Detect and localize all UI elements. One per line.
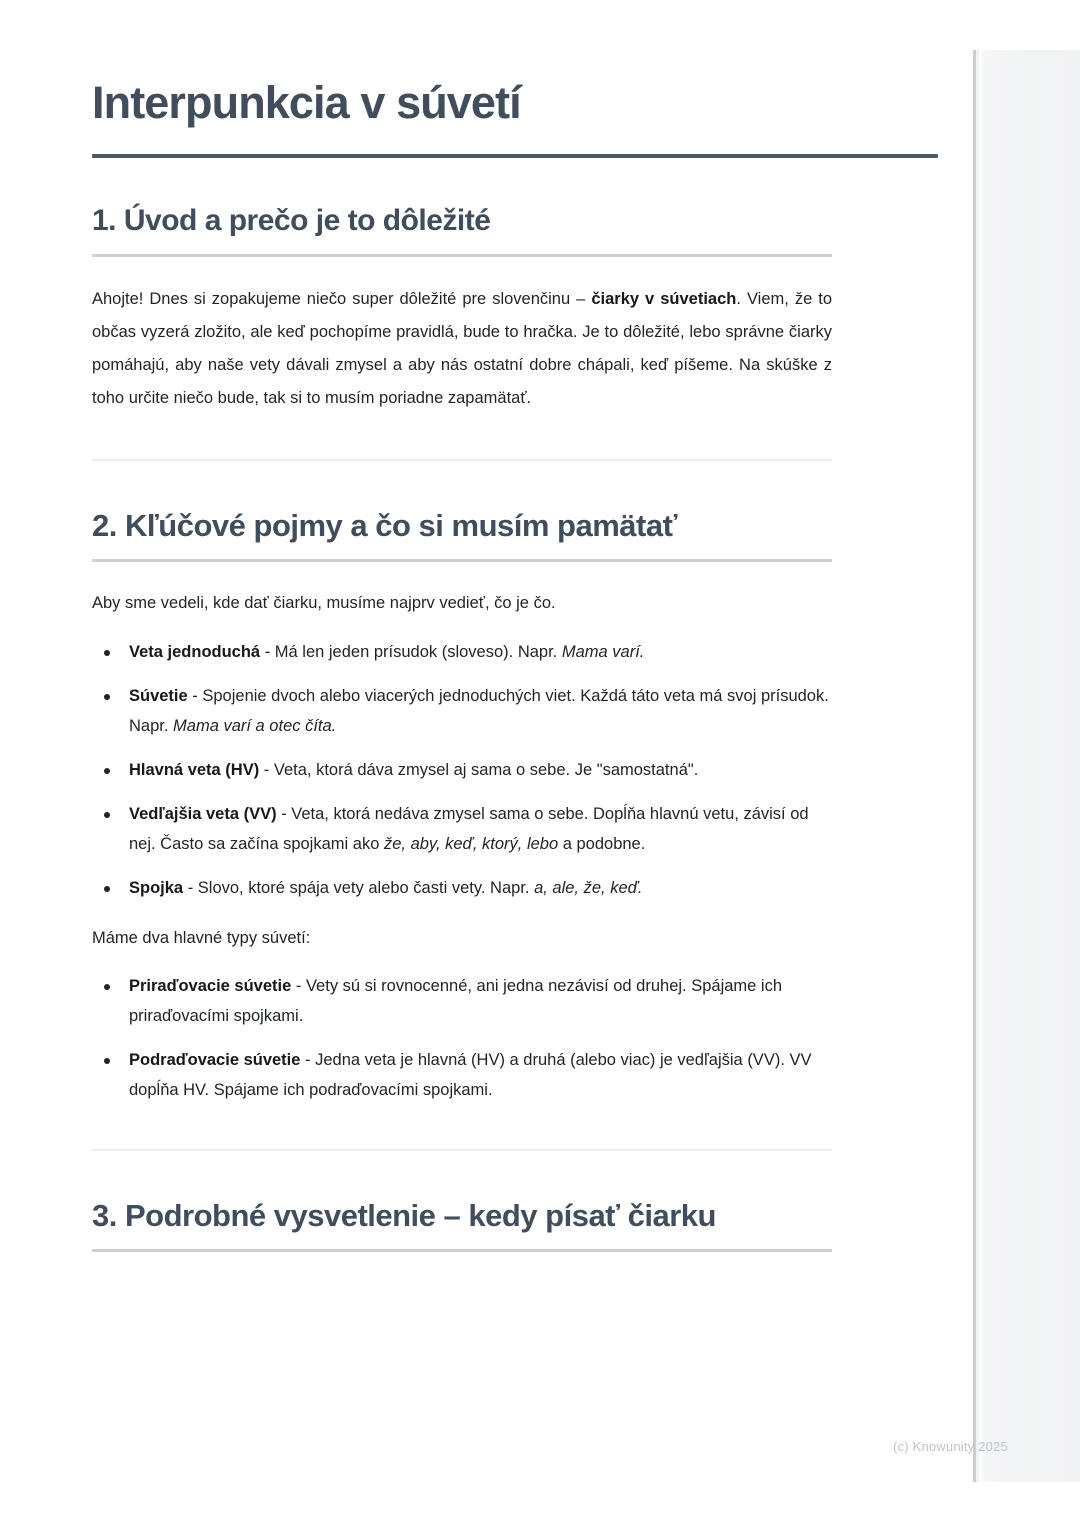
right-side-panel[interactable]	[973, 50, 1080, 1482]
term-description: - Veta, ktorá nedáva zmysel sama o sebe. Dopĺňa hlavnú vetu, závisí od nej. Často sa začína spojkami ako	[129, 805, 809, 854]
term-example: že, aby, keď, ktorý, lebo	[383, 835, 559, 854]
list-item	[92, 681, 832, 741]
type-description: - Vety sú si rovnocenné, ani jedna nezávisí od druhej. Spájame ich priraďovacími spojkami.	[129, 976, 783, 1025]
section-heading-1: 1. Úvod a prečo je to dôležité	[92, 204, 491, 238]
type-label: Podraďovacie súvetie	[129, 1050, 301, 1069]
section-heading-rule-1	[92, 254, 832, 257]
list-item	[92, 799, 832, 859]
term-example: Mama varí a otec číta.	[173, 717, 337, 736]
section-divider-2	[92, 1149, 832, 1151]
term-description: - Má len jeden prísudok (sloveso). Napr.	[260, 643, 562, 662]
term-description: - Slovo, ktoré spája vety alebo časti vety. Napr.	[183, 879, 535, 898]
term-label: Vedľajšia veta (VV)	[129, 805, 277, 824]
term-description: - Spojenie dvoch alebo viacerých jednoduchých viet. Každá táto veta má svoj prísudok. Napr.	[129, 687, 829, 736]
list-item	[92, 971, 832, 1031]
page-title: Interpunkcia v súvetí	[92, 77, 521, 128]
document-content	[92, 78, 832, 1278]
term-description-tail: a podobne.	[558, 835, 646, 854]
title-divider	[92, 154, 938, 158]
section-heading-3: 3. Podrobné vysvetlenie – kedy písať čiarku	[92, 1197, 716, 1233]
paragraph-text-lead: Ahojte! Dnes si zopakujeme niečo super dôležité pre slovenčinu –	[92, 289, 592, 308]
list-item	[92, 1045, 832, 1105]
list-item	[92, 637, 832, 667]
section-heading-rule-2	[92, 559, 832, 562]
copyright-watermark: (c) Knowunity 2025	[893, 1439, 1008, 1454]
term-label: Hlavná veta (HV)	[129, 761, 260, 780]
term-label: Veta jednoduchá	[129, 643, 261, 662]
type-label: Priraďovacie súvetie	[129, 976, 292, 995]
section-divider-1	[92, 459, 832, 461]
list-item	[92, 755, 832, 785]
list-item	[92, 873, 832, 903]
types-intro-text: Máme dva hlavné typy súvetí:	[92, 929, 311, 948]
paragraph-text-rest: . Viem, že to občas vyzerá zložito, ale keď pochopíme pravidlá, bude to hračka. Je to dôležité, lebo správne čiarky pomáhajú, aby naše vety dávali zmysel a aby nás ostatní dobre chápali, keď píšeme. Na skúške z toho určite niečo bude, tak si to musím poriadne zapamätať.	[92, 289, 833, 407]
type-description: - Jedna veta je hlavná (HV) a druhá (alebo viac) je vedľajšia (VV). VV dopĺňa HV. Spájame ich podraďovacími spojkami.	[129, 1050, 812, 1099]
section-heading-rule-3	[92, 1249, 832, 1252]
key-terms-list	[92, 637, 832, 903]
term-example: a, ale, že, keď.	[534, 879, 643, 898]
paragraph-emphasis: čiarky v súvetiach	[591, 289, 737, 308]
section-heading-2: 2. Kľúčové pojmy a čo si musím pamätať	[92, 507, 677, 543]
term-description: - Veta, ktorá dáva zmysel aj sama o sebe. Je "samostatná".	[259, 761, 699, 780]
side-panel-surface	[979, 50, 1080, 1482]
term-label: Súvetie	[129, 687, 188, 706]
term-example: Mama varí.	[561, 643, 645, 662]
term-label: Spojka	[129, 879, 184, 898]
section-1-paragraph	[92, 283, 832, 415]
sentence-types-list	[92, 971, 832, 1105]
section-2-lead: Aby sme vedeli, kde dať čiarku, musíme najprv vedieť, čo je čo.	[92, 594, 556, 613]
